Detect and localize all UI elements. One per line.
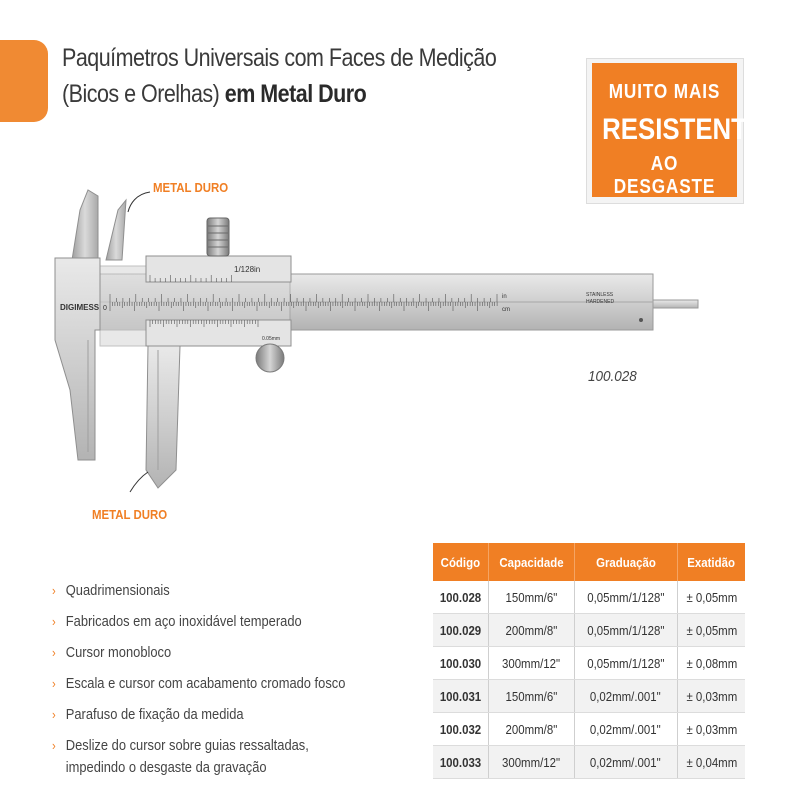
fixed-jaw-body	[55, 258, 100, 460]
bullet-icon: ›	[52, 583, 56, 598]
vernier-inch-label: 1/128in	[234, 265, 261, 274]
cell-capacity: 150mm/6"	[488, 680, 574, 713]
column-header-code: Código	[433, 543, 488, 581]
depth-rod	[650, 300, 698, 308]
table-row	[433, 614, 745, 647]
cell-graduation: 0,02mm/.001"	[574, 713, 677, 746]
feature-list	[52, 575, 393, 780]
cell-graduation: 0,02mm/.001"	[574, 746, 677, 779]
cell-graduation: 0,05mm/1/128"	[574, 647, 677, 680]
cell-capacity: 200mm/8"	[488, 614, 574, 647]
badge-line-2: RESISTENTE	[602, 113, 765, 146]
vernier-mm-window	[146, 320, 291, 346]
locking-screw	[207, 218, 229, 256]
cell-accuracy: ± 0,04mm	[677, 746, 745, 779]
cell-graduation: 0,05mm/1/128"	[574, 614, 677, 647]
vernier-mm-label: 0.05mm	[262, 336, 281, 342]
table-row	[433, 581, 745, 614]
callout-bottom-leader	[130, 472, 148, 492]
feature-item: › Deslize do cursor sobre guias ressaltadas,	[52, 730, 345, 761]
cell-code: 100.031	[433, 680, 488, 713]
column-header-accuracy: Exatidão	[677, 543, 745, 581]
badge-line-3: AO DESGASTE	[613, 153, 716, 198]
callout-bottom-label: METAL DURO	[92, 507, 168, 522]
table-header-row	[433, 543, 745, 581]
feature-item: › Parafuso de fixação da medida	[52, 699, 345, 730]
beam-rivet	[639, 318, 643, 322]
table-row	[433, 746, 745, 779]
cell-graduation: 0,02mm/.001"	[574, 680, 677, 713]
scale-unit-in: in	[502, 294, 507, 300]
stainless-label-2: HARDENED	[586, 299, 615, 305]
table-row	[433, 647, 745, 680]
bullet-icon: ›	[52, 645, 56, 660]
cell-accuracy: ± 0,03mm	[677, 713, 745, 746]
vernier-inch-window	[146, 256, 291, 282]
cell-accuracy: ± 0,05mm	[677, 581, 745, 614]
callout-top-label: METAL DURO	[153, 180, 229, 195]
feature-item: › Cursor monobloco	[52, 637, 345, 668]
title-line-2-normal: (Bicos e Orelhas)	[62, 80, 220, 108]
table-row	[433, 713, 745, 746]
spec-table	[433, 543, 745, 779]
caliper-image	[0, 170, 720, 530]
upper-fixed-jaw	[72, 190, 98, 260]
stainless-label-1: STAINLESS	[586, 292, 614, 298]
feature-item: › Quadrimensionais	[52, 575, 345, 606]
scale-unit-mm: cm	[502, 307, 510, 313]
cell-code: 100.033	[433, 746, 488, 779]
badge-line-1: MUITO MAIS	[608, 81, 721, 103]
cell-code: 100.028	[433, 581, 488, 614]
accent-tab	[0, 40, 48, 122]
cell-code: 100.030	[433, 647, 488, 680]
brand-label: DIGIMESS	[60, 303, 100, 312]
title-line-1: Paquímetros Universais com Faces de Medição	[62, 44, 497, 72]
bullet-icon: ›	[52, 738, 56, 753]
title-line-2	[62, 76, 466, 112]
model-code-label: 100.028	[588, 368, 637, 385]
bullet-icon: ›	[52, 614, 56, 629]
thumb-roller	[256, 344, 284, 372]
cell-accuracy: ± 0,03mm	[677, 680, 745, 713]
table-row	[433, 680, 745, 713]
cell-code: 100.029	[433, 614, 488, 647]
cell-graduation: 0,05mm/1/128"	[574, 581, 677, 614]
callout-top-leader	[128, 192, 150, 212]
feature-item-continuation: impedindo o desgaste da gravação	[65, 759, 267, 776]
bullet-icon: ›	[52, 707, 56, 722]
cell-capacity: 200mm/8"	[488, 713, 574, 746]
bullet-icon: ›	[52, 676, 56, 691]
column-header-graduation: Graduação	[574, 543, 677, 581]
cell-code: 100.032	[433, 713, 488, 746]
feature-item: › Escala e cursor com acabamento cromado fosco	[52, 668, 345, 699]
cell-capacity: 300mm/12"	[488, 647, 574, 680]
lower-slider-jaw	[146, 346, 180, 488]
column-header-capacity: Capacidade	[488, 543, 574, 581]
cell-capacity: 150mm/6"	[488, 581, 574, 614]
page-title	[62, 40, 497, 112]
upper-slider-jaw	[106, 200, 126, 260]
title-line-2-bold: em Metal Duro	[224, 80, 367, 108]
cell-accuracy: ± 0,08mm	[677, 647, 745, 680]
cell-capacity: 300mm/12"	[488, 746, 574, 779]
zero-label: 0	[103, 305, 107, 312]
feature-item: › Fabricados em aço inoxidável temperado	[52, 606, 345, 637]
cell-accuracy: ± 0,05mm	[677, 614, 745, 647]
